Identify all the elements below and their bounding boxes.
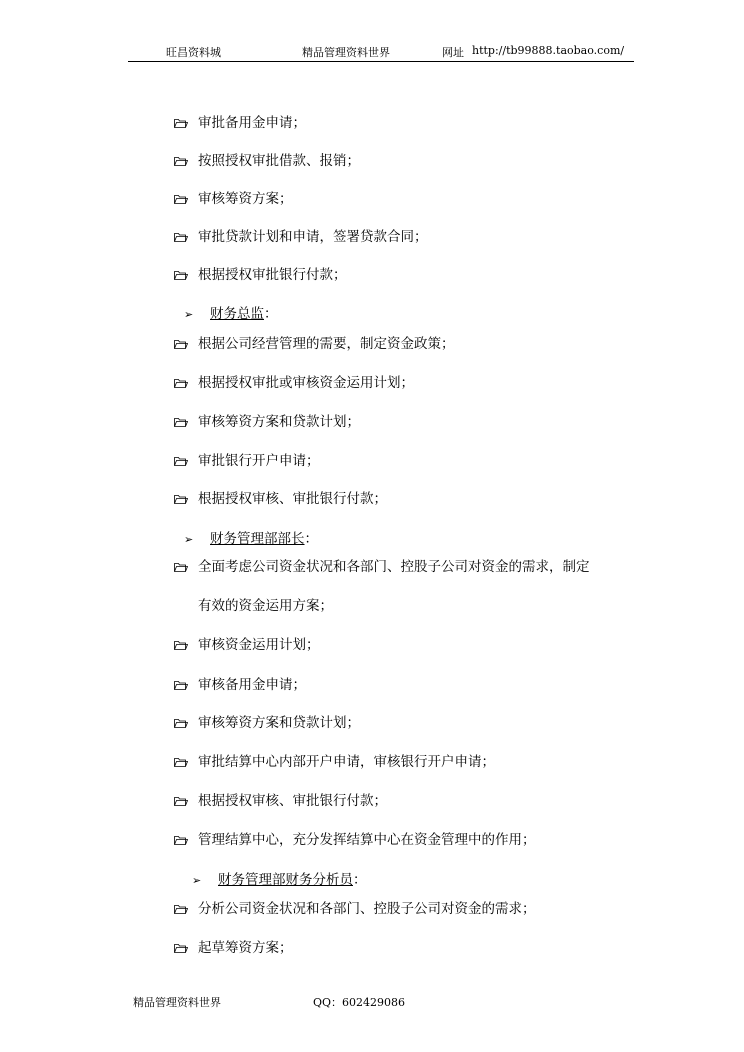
header-rule — [128, 61, 634, 62]
list-item-text: 根据公司经营管理的需要，制定资金政策； — [198, 336, 455, 352]
list-item — [174, 152, 360, 170]
list-item-text: 根据授权审核、审批银行付款； — [198, 793, 387, 809]
folder-icon — [174, 718, 188, 728]
list-item — [174, 190, 293, 208]
section-title: 财务总监 — [210, 306, 264, 322]
arrow-right-icon: ➢ — [192, 874, 202, 887]
list-item-text: 根据授权审批银行付款； — [198, 267, 347, 283]
folder-icon — [174, 232, 188, 242]
folder-icon — [174, 194, 188, 204]
list-item — [174, 335, 455, 353]
folder-icon — [174, 118, 188, 128]
list-item-text: 全面考虑公司资金状况和各部门、控股子公司对资金的需求，制定 — [198, 559, 590, 575]
list-item — [174, 939, 293, 957]
header-center: 精品管理资料世界 — [302, 46, 390, 59]
section-heading-analyst — [192, 871, 367, 890]
folder-icon — [174, 835, 188, 845]
header-site-label: 网址 — [442, 46, 464, 59]
page-footer — [133, 994, 533, 1010]
header-left: 旺昌资料城 — [166, 46, 221, 59]
list-item — [174, 792, 387, 810]
section-heading-cfo — [184, 305, 278, 324]
list-item — [174, 676, 306, 694]
folder-icon — [174, 339, 188, 349]
list-item — [174, 413, 360, 431]
folder-icon — [174, 796, 188, 806]
list-item — [174, 831, 536, 849]
section-suffix: ： — [353, 872, 367, 888]
list-item-text: 审核筹资方案和贷款计划； — [198, 414, 360, 430]
list-item — [174, 374, 414, 392]
section-heading-finance-head — [184, 530, 318, 549]
list-item-text: 分析公司资金状况和各部门、控股子公司对资金的需求； — [198, 901, 536, 917]
list-item-text: 审核资金运用计划； — [198, 637, 320, 653]
folder-icon — [174, 156, 188, 166]
folder-icon — [174, 943, 188, 953]
section-suffix: ： — [304, 531, 318, 547]
list-item-text: 起草筹资方案； — [198, 940, 293, 956]
list-item — [174, 490, 387, 508]
folder-icon — [174, 417, 188, 427]
section-title: 财务管理部财务分析员 — [218, 872, 353, 888]
folder-icon — [174, 680, 188, 690]
list-item-continuation: 有效的资金运用方案； — [198, 598, 333, 614]
list-item-text: 管理结算中心，充分发挥结算中心在资金管理中的作用； — [198, 832, 536, 848]
footer-left: 精品管理资料世界 — [133, 996, 221, 1009]
list-item — [174, 636, 320, 654]
list-item — [174, 900, 536, 918]
list-item-text: 审批结算中心内部开户申请，审核银行开户申请； — [198, 754, 495, 770]
folder-icon — [174, 378, 188, 388]
list-item-text: 根据授权审批或审核资金运用计划； — [198, 375, 414, 391]
page-header — [128, 44, 634, 62]
list-item-text: 根据授权审核、审批银行付款； — [198, 491, 387, 507]
folder-icon — [174, 640, 188, 650]
list-item — [174, 452, 320, 470]
section-title: 财务管理部部长 — [210, 531, 305, 547]
folder-icon — [174, 757, 188, 767]
list-item — [174, 114, 306, 132]
arrow-right-icon: ➢ — [184, 533, 194, 546]
header-url[interactable]: http://tb99888.taobao.com/ — [472, 44, 625, 57]
list-item-text: 审核筹资方案和贷款计划； — [198, 715, 360, 731]
list-item — [174, 714, 360, 732]
list-item — [174, 753, 495, 771]
list-item-text: 审批银行开户申请； — [198, 453, 320, 469]
list-item-text: 审批备用金申请； — [198, 115, 306, 131]
list-item-text: 审批贷款计划和申请，签署贷款合同； — [198, 229, 428, 245]
folder-icon — [174, 456, 188, 466]
list-item — [174, 558, 590, 576]
footer-qq: QQ：602429086 — [313, 996, 406, 1009]
arrow-right-icon: ➢ — [184, 308, 194, 321]
folder-icon — [174, 494, 188, 504]
list-item — [174, 228, 428, 246]
list-item-text: 按照授权审批借款、报销； — [198, 153, 360, 169]
folder-icon — [174, 904, 188, 914]
folder-icon — [174, 270, 188, 280]
folder-icon — [174, 562, 188, 572]
list-item-text: 审核备用金申请； — [198, 677, 306, 693]
list-item-text: 审核筹资方案； — [198, 191, 293, 207]
list-item — [174, 266, 347, 284]
section-suffix: ： — [264, 306, 278, 322]
